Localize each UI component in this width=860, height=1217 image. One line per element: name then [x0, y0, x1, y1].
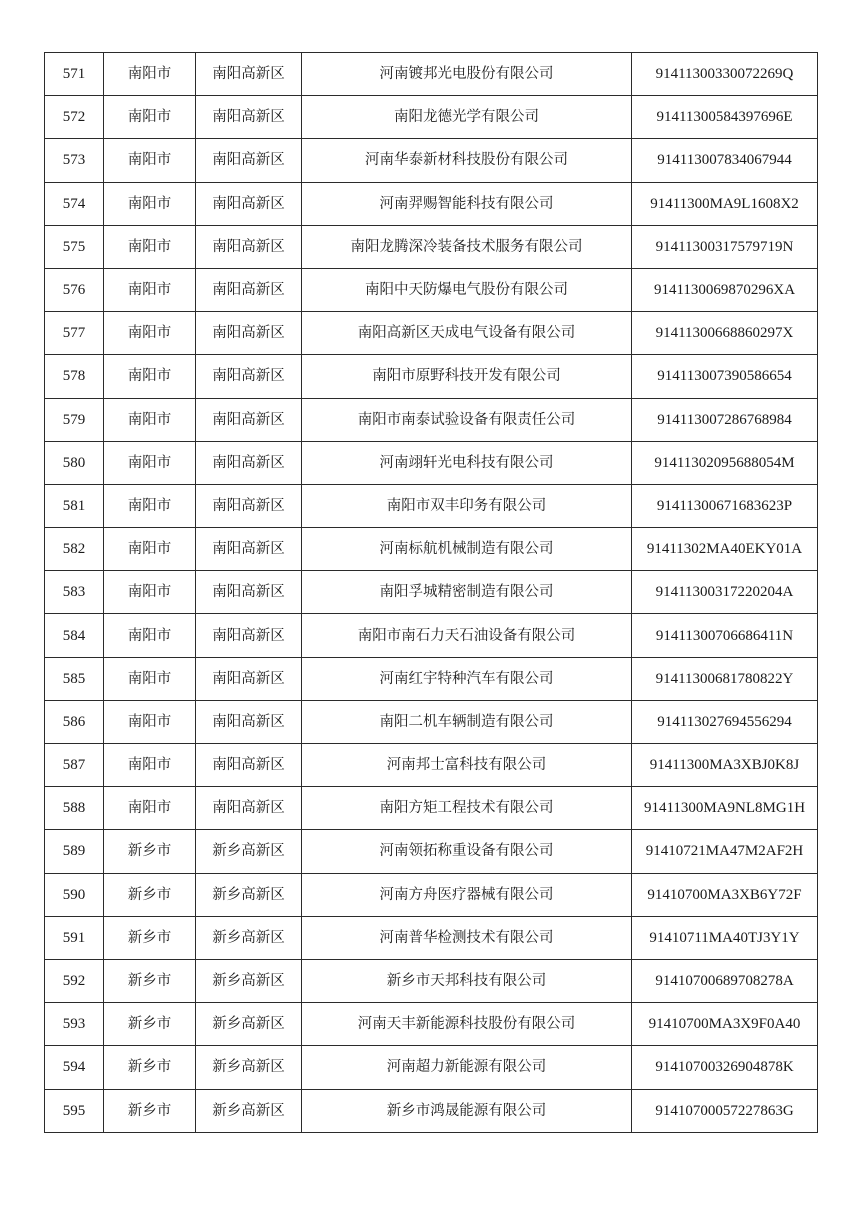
- table-row: [45, 1003, 818, 1046]
- city-cell: 南阳市: [104, 96, 196, 139]
- row-number: 594: [45, 1046, 104, 1089]
- district-cell: 新乡高新区: [196, 830, 302, 873]
- table-row: [45, 959, 818, 1002]
- city-cell: 南阳市: [104, 484, 196, 527]
- company-name-cell: 南阳市南泰试验设备有限责任公司: [302, 398, 632, 441]
- district-cell: 南阳高新区: [196, 398, 302, 441]
- table-row: [45, 873, 818, 916]
- table-row: [45, 225, 818, 268]
- table-row: [45, 657, 818, 700]
- city-cell: 新乡市: [104, 830, 196, 873]
- district-cell: 新乡高新区: [196, 1089, 302, 1132]
- city-cell: 新乡市: [104, 1089, 196, 1132]
- district-cell: 新乡高新区: [196, 1046, 302, 1089]
- row-number: 595: [45, 1089, 104, 1132]
- credit-code-cell: 91410721MA47M2AF2H: [632, 830, 818, 873]
- credit-code-cell: 91411302095688054M: [632, 441, 818, 484]
- city-cell: 南阳市: [104, 182, 196, 225]
- city-cell: 南阳市: [104, 139, 196, 182]
- district-cell: 南阳高新区: [196, 96, 302, 139]
- row-number: 580: [45, 441, 104, 484]
- company-name-cell: 河南羿赐智能科技有限公司: [302, 182, 632, 225]
- credit-code-cell: 91411300MA9NL8MG1H: [632, 787, 818, 830]
- district-cell: 南阳高新区: [196, 787, 302, 830]
- city-cell: 南阳市: [104, 787, 196, 830]
- company-name-cell: 河南标航机械制造有限公司: [302, 528, 632, 571]
- row-number: 582: [45, 528, 104, 571]
- company-name-cell: 南阳中天防爆电气股份有限公司: [302, 268, 632, 311]
- district-cell: 新乡高新区: [196, 959, 302, 1002]
- district-cell: 南阳高新区: [196, 139, 302, 182]
- table-row: [45, 744, 818, 787]
- credit-code-cell: 91410700MA3X9F0A40: [632, 1003, 818, 1046]
- company-name-cell: 南阳高新区天成电气设备有限公司: [302, 312, 632, 355]
- company-name-cell: 新乡市鸿晟能源有限公司: [302, 1089, 632, 1132]
- city-cell: 南阳市: [104, 528, 196, 571]
- table-row: [45, 528, 818, 571]
- credit-code-cell: 91411300671683623P: [632, 484, 818, 527]
- company-name-cell: 南阳市原野科技开发有限公司: [302, 355, 632, 398]
- table-row: [45, 614, 818, 657]
- company-name-cell: 南阳方矩工程技术有限公司: [302, 787, 632, 830]
- credit-code-cell: 91410700326904878K: [632, 1046, 818, 1089]
- city-cell: 南阳市: [104, 268, 196, 311]
- district-cell: 南阳高新区: [196, 744, 302, 787]
- company-name-cell: 南阳龙德光学有限公司: [302, 96, 632, 139]
- credit-code-cell: 914113007834067944: [632, 139, 818, 182]
- row-number: 592: [45, 959, 104, 1002]
- city-cell: 新乡市: [104, 959, 196, 1002]
- district-cell: 新乡高新区: [196, 1003, 302, 1046]
- company-name-cell: 南阳龙腾深冷装备技术服务有限公司: [302, 225, 632, 268]
- credit-code-cell: 914113007390586654: [632, 355, 818, 398]
- city-cell: 南阳市: [104, 225, 196, 268]
- row-number: 583: [45, 571, 104, 614]
- row-number: 571: [45, 53, 104, 96]
- table-row: [45, 441, 818, 484]
- table-row: [45, 96, 818, 139]
- table-row: [45, 1089, 818, 1132]
- city-cell: 新乡市: [104, 916, 196, 959]
- row-number: 573: [45, 139, 104, 182]
- city-cell: 南阳市: [104, 53, 196, 96]
- credit-code-cell: 91411300681780822Y: [632, 657, 818, 700]
- district-cell: 新乡高新区: [196, 916, 302, 959]
- row-number: 579: [45, 398, 104, 441]
- row-number: 591: [45, 916, 104, 959]
- row-number: 578: [45, 355, 104, 398]
- row-number: 586: [45, 700, 104, 743]
- table-row: [45, 571, 818, 614]
- credit-code-cell: 914113007286768984: [632, 398, 818, 441]
- table-row: [45, 139, 818, 182]
- table-row: [45, 1046, 818, 1089]
- district-cell: 南阳高新区: [196, 657, 302, 700]
- table-row: [45, 268, 818, 311]
- city-cell: 新乡市: [104, 873, 196, 916]
- table-row: [45, 787, 818, 830]
- district-cell: 南阳高新区: [196, 355, 302, 398]
- credit-code-cell: 91411302MA40EKY01A: [632, 528, 818, 571]
- city-cell: 南阳市: [104, 614, 196, 657]
- city-cell: 南阳市: [104, 744, 196, 787]
- district-cell: 南阳高新区: [196, 441, 302, 484]
- row-number: 574: [45, 182, 104, 225]
- credit-code-cell: 91411300317220204A: [632, 571, 818, 614]
- row-number: 584: [45, 614, 104, 657]
- credit-code-cell: 91410711MA40TJ3Y1Y: [632, 916, 818, 959]
- company-name-cell: 河南镀邦光电股份有限公司: [302, 53, 632, 96]
- city-cell: 新乡市: [104, 1046, 196, 1089]
- credit-code-cell: 91411300317579719N: [632, 225, 818, 268]
- table-row: [45, 312, 818, 355]
- row-number: 577: [45, 312, 104, 355]
- table-row: [45, 182, 818, 225]
- district-cell: 南阳高新区: [196, 484, 302, 527]
- registry-table-body: [45, 53, 818, 1133]
- credit-code-cell: 91410700689708278A: [632, 959, 818, 1002]
- credit-code-cell: 91411300584397696E: [632, 96, 818, 139]
- row-number: 590: [45, 873, 104, 916]
- credit-code-cell: 91411300330072269Q: [632, 53, 818, 96]
- table-row: [45, 830, 818, 873]
- city-cell: 南阳市: [104, 571, 196, 614]
- table-row: [45, 355, 818, 398]
- company-name-cell: 河南邦士富科技有限公司: [302, 744, 632, 787]
- company-name-cell: 河南红宇特种汽车有限公司: [302, 657, 632, 700]
- row-number: 593: [45, 1003, 104, 1046]
- company-name-cell: 南阳市双丰印务有限公司: [302, 484, 632, 527]
- company-name-cell: 南阳孚城精密制造有限公司: [302, 571, 632, 614]
- table-row: [45, 700, 818, 743]
- city-cell: 南阳市: [104, 700, 196, 743]
- credit-code-cell: 9141130069870296XA: [632, 268, 818, 311]
- district-cell: 南阳高新区: [196, 312, 302, 355]
- company-name-cell: 南阳二机车辆制造有限公司: [302, 700, 632, 743]
- row-number: 588: [45, 787, 104, 830]
- table-row: [45, 398, 818, 441]
- city-cell: 南阳市: [104, 441, 196, 484]
- credit-code-cell: 91411300MA9L1608X2: [632, 182, 818, 225]
- company-name-cell: 河南翊轩光电科技有限公司: [302, 441, 632, 484]
- city-cell: 南阳市: [104, 312, 196, 355]
- district-cell: 南阳高新区: [196, 614, 302, 657]
- row-number: 587: [45, 744, 104, 787]
- enterprise-registry-table: [44, 52, 818, 1133]
- district-cell: 南阳高新区: [196, 528, 302, 571]
- credit-code-cell: 91411300MA3XBJ0K8J: [632, 744, 818, 787]
- district-cell: 南阳高新区: [196, 225, 302, 268]
- credit-code-cell: 91411300668860297X: [632, 312, 818, 355]
- row-number: 589: [45, 830, 104, 873]
- company-name-cell: 河南天丰新能源科技股份有限公司: [302, 1003, 632, 1046]
- district-cell: 南阳高新区: [196, 53, 302, 96]
- city-cell: 南阳市: [104, 355, 196, 398]
- row-number: 572: [45, 96, 104, 139]
- company-name-cell: 河南普华检测技术有限公司: [302, 916, 632, 959]
- row-number: 585: [45, 657, 104, 700]
- company-name-cell: 新乡市天邦科技有限公司: [302, 959, 632, 1002]
- district-cell: 南阳高新区: [196, 182, 302, 225]
- city-cell: 南阳市: [104, 398, 196, 441]
- company-name-cell: 河南超力新能源有限公司: [302, 1046, 632, 1089]
- credit-code-cell: 91410700MA3XB6Y72F: [632, 873, 818, 916]
- credit-code-cell: 91411300706686411N: [632, 614, 818, 657]
- city-cell: 南阳市: [104, 657, 196, 700]
- company-name-cell: 河南方舟医疗器械有限公司: [302, 873, 632, 916]
- credit-code-cell: 91410700057227863G: [632, 1089, 818, 1132]
- credit-code-cell: 914113027694556294: [632, 700, 818, 743]
- row-number: 576: [45, 268, 104, 311]
- city-cell: 新乡市: [104, 1003, 196, 1046]
- table-row: [45, 53, 818, 96]
- district-cell: 新乡高新区: [196, 873, 302, 916]
- row-number: 575: [45, 225, 104, 268]
- table-row: [45, 916, 818, 959]
- district-cell: 南阳高新区: [196, 571, 302, 614]
- table-row: [45, 484, 818, 527]
- company-name-cell: 南阳市南石力天石油设备有限公司: [302, 614, 632, 657]
- district-cell: 南阳高新区: [196, 700, 302, 743]
- district-cell: 南阳高新区: [196, 268, 302, 311]
- company-name-cell: 河南华泰新材科技股份有限公司: [302, 139, 632, 182]
- company-name-cell: 河南领拓称重设备有限公司: [302, 830, 632, 873]
- row-number: 581: [45, 484, 104, 527]
